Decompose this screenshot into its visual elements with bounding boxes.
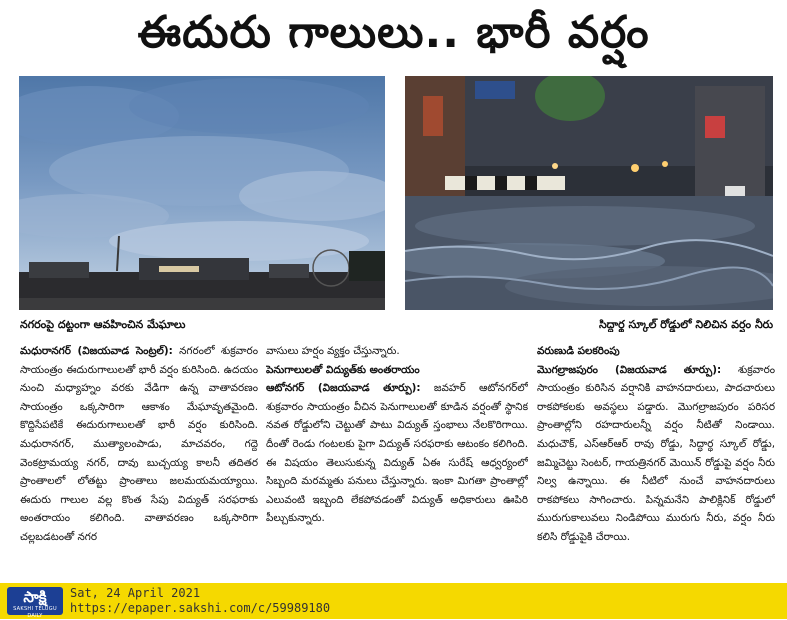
article-paragraph — [266, 379, 528, 528]
headline: ఈదురు గాలులు.. భారీ వర్షం — [137, 7, 650, 58]
flooded-road-photo — [405, 76, 773, 310]
photo-caption-left: నగరంపై దట్టంగా ఆవహించిన మేఘాలు — [20, 318, 186, 331]
edition-date: Sat, 24 April 2021 — [70, 586, 201, 600]
article-column-2 — [266, 342, 528, 575]
paragraph-text: శుక్రవారం సాయంత్రం కురిసిన వర్షానికి వాహనదారులు, పాదచారులు రాకపోకలకు అవస్థలు పడ్డారు. మొగల్రాజపురం పరిసర ప్రాంతాల్లోని రహదారులన్నీ వర్షం నీటితో నిండాయి. మధుచౌక్, ఎస్ఆర్ఆర్ రావు రోడ్డు, సిద్ధార్థ స్కూల్ రోడ్డు, జమ్మిచెట్టు సెంటర్, గాయత్రినగర్ మెయిన్ రోడ్డుపై వర్షం నీరు నిల్వ ఉన్నాయి. ఈ నీటిలో నుంచే వాహనదారులు రాకపోకలు సాగించారు. పిన్నమనేని పాలిక్లినిక్ రోడ్డులో మురుగుకాలువలు నిండిపోయి మురుగు నీరు, వర్షం నీరు కలిసి రోడ్డుపైకి చేరాయి. — [537, 363, 775, 543]
logo-text: సాక్షి — [23, 588, 47, 606]
article-column-3 — [537, 342, 775, 575]
epaper-link[interactable]: https://epaper.sakshi.com/c/59989180 — [70, 601, 331, 615]
cloudy-sky-photo — [19, 76, 385, 310]
sakshi-logo — [7, 587, 63, 619]
dateline: మొగల్రాజపురం (విజయవాడ తూర్పు): — [537, 363, 722, 376]
subheading: వరుణుడి పలకరింపు — [537, 345, 620, 357]
article-paragraph — [20, 342, 258, 547]
logo-subtitle: SAKSHI TELUGU DAILY — [13, 606, 57, 619]
paragraph-text: వాసులు హర్షం వ్యక్తం చేస్తున్నారు. — [266, 345, 400, 357]
footer-bar — [0, 583, 787, 619]
paragraph-text: నగరంలో శుక్రవారం సాయంత్రం ఈదురుగాలులతో భారీ వర్షం కురిసింది. ఉదయం నుంచి మధ్యాహ్నం వరకు వేడిగా ఉన్న వాతావరణం సాయంత్రం ఒక్కసారిగా ఆకాశం మేఘావృతమైంది. కొద్దిసేపటికే ఈదురుగాలులతో భారీ వర్షం కురిసింది. మధురానగర్, ముత్యాలంపాడు, మాచవరం, గద్దె వెంకట్రామయ్య నగర్, దావు బుచ్చయ్య కాలనీ తదితర ప్రాంతాలలో లోతట్టు ప్రాంతాలు జలమయమయ్యాయి. ఈదురు గాలుల వల్ల కొంత సేపు విద్యుత్ సరఫరాకు అంతరాయం కలిగింది. వాతావరణం ఒక్కసారిగా చల్లబడటంతో నగర — [20, 345, 258, 543]
dateline: మధురానగర్ (విజయవాడ సెంట్రల్): — [20, 345, 173, 357]
paragraph-text: జవహర్ ఆటోనగర్‌లో శుక్రవారం సాయంత్రం వీచిన పెనుగాలులతో కూడిన వర్షంతో స్థానిక నవత రోడ్డులోని చెట్టుతో పాటు విద్యుత్ స్తంభాలు నేలకొరిగాయి. దీంతో రెండు గంటలకు పైగా విద్యుత్ సరఫరాకు ఆటంకం కలిగింది. ఈ విషయం తెలుసుకున్న విద్యుత్ ఏఈ సురేష్ ఆధ్వర్యంలో సిబ్బంది మరమ్మతు పనులు చేస్తున్నారు. ఇంకా మిగతా ప్రాంతాల్లో ఎలువంటి ఇబ్బంది లేకపోవడంతో విద్యుత్ అధికారులు ఊపిరి పీల్చుకున్నారు. — [266, 382, 528, 525]
article-paragraph — [537, 361, 775, 547]
article-column-1 — [20, 342, 258, 575]
dateline: ఆటోనగర్ (విజయవాడ తూర్పు): — [266, 382, 421, 395]
subheading: పెనుగాలులతో విద్యుత్‌కు అంతరాయం — [266, 363, 420, 376]
photo-caption-right: సిద్ధార్థ స్కూల్ రోడ్డులో నిలిచిన వర్షం నీరు — [598, 318, 773, 331]
